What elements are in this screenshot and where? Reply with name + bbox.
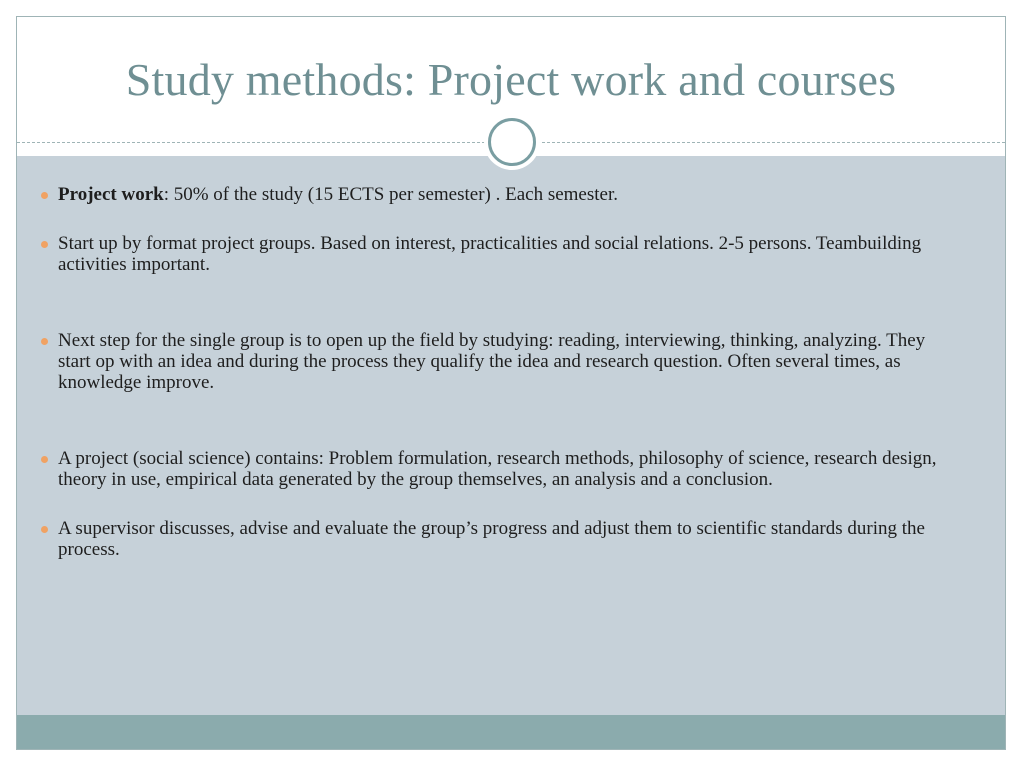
ornament-ring — [488, 118, 536, 166]
bullet-list — [42, 184, 952, 560]
bullet-text: Start up by format project groups. Based on interest, practicalities and social relations. 2-5 persons. Teambuilding activities important. — [58, 233, 922, 275]
footer-band — [17, 715, 1005, 749]
bullet-dot-icon — [41, 526, 48, 533]
bullet-dot-icon — [41, 456, 48, 463]
slide-title: Study methods: Project work and courses — [125, 54, 897, 105]
bullet-item — [42, 448, 952, 490]
bullet-dot-icon — [41, 241, 48, 248]
bullet-lead: Project work — [58, 184, 164, 205]
bullet-item — [42, 330, 952, 393]
bullet-text: A supervisor discusses, advise and evaluate the group’s progress and adjust them to scientific standards during the process. — [58, 518, 925, 560]
bullet-dot-icon — [41, 192, 48, 199]
bullet-item — [42, 184, 952, 205]
bullet-item — [42, 233, 952, 275]
bullet-text: Next step for the single group is to open up the field by studying: reading, interviewing, thinking, analyzing. They start op with an idea and during the process they qualify the idea and research question. Often several times, as knowledge improve. — [58, 330, 926, 393]
bullet-text: A project (social science) contains: Problem formulation, research methods, philosophy of science, research design, theory in use, empirical data generated by the group themselves, an analysis and a conclusion. — [58, 448, 937, 490]
bullet-dot-icon — [41, 338, 48, 345]
bullet-text: : 50% of the study (15 ECTS per semester) . Each semester. — [163, 184, 618, 205]
circle-ring-icon — [484, 114, 540, 170]
bullet-item — [42, 518, 952, 560]
